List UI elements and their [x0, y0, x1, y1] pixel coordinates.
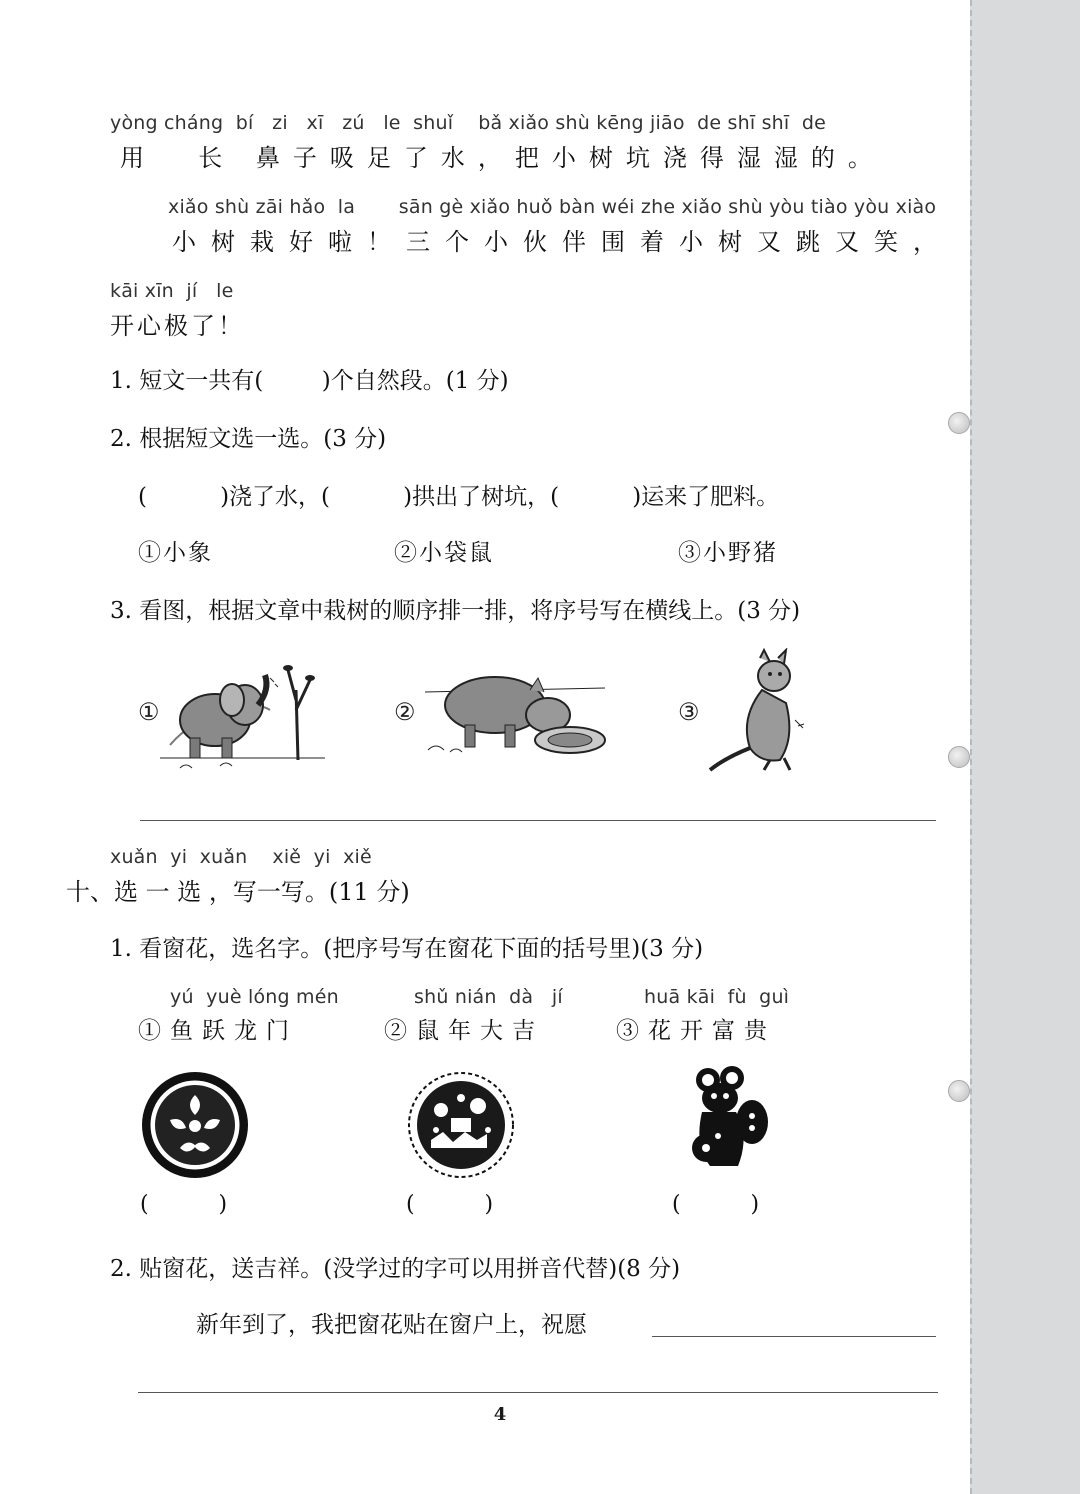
- peony-papercut-image: [140, 1070, 250, 1180]
- section-10-question-1: 1. 看窗花，选名字。(把序号写在窗花下面的括号里)(3 分): [110, 936, 704, 962]
- elephant-watering-tree-illustration: [160, 650, 330, 770]
- binding-hole: [948, 746, 970, 768]
- pic-label-3: ③: [678, 698, 700, 726]
- question-2-blanks: ( )浇了水，( )拱出了树坑，( )运来了肥料。: [138, 484, 780, 510]
- question-1: 1. 短文一共有( )个自然段。(1 分): [110, 368, 509, 394]
- pic-label-1: ①: [138, 698, 160, 726]
- passage-line-1: 用 长 鼻子吸足了水，把小树坑浇得湿湿的。: [120, 144, 885, 172]
- kangaroo-illustration: [700, 648, 820, 776]
- boar-digging-pit-illustration: [420, 660, 610, 760]
- pinyin-line-3: kāi xīn jí le: [110, 280, 234, 302]
- question-2: 2. 根据短文选一选。(3 分): [110, 426, 387, 452]
- option-1-pinyin: yú yuè lóng mén: [170, 986, 339, 1008]
- option-2-pinyin: shǔ nián dà jí: [414, 986, 563, 1008]
- option-3-pinyin: huā kāi fù guì: [644, 986, 790, 1008]
- section-10-question-2: 2. 贴窗花，送吉祥。(没学过的字可以用拼音代替)(8 分): [110, 1256, 681, 1282]
- pinyin-line-2: xiǎo shù zāi hǎo la sān gè xiǎo huǒ bàn wéi zhe xiǎo shù yòu tiào yòu xiào: [168, 196, 937, 218]
- passage-line-3: 开心极了！: [110, 312, 245, 340]
- option-1-name: ①鱼跃龙门: [138, 1018, 298, 1044]
- answer-paren-1[interactable]: ( ): [140, 1192, 228, 1217]
- mouse-papercut-image: [688, 1066, 774, 1178]
- option-2-name: ②鼠年大吉: [384, 1018, 544, 1044]
- option-3: ③小野猪: [678, 540, 778, 566]
- answer-paren-2[interactable]: ( ): [406, 1192, 494, 1217]
- passage-line-2: 小树栽好啦！三个小伙伴围着小树又跳又笑，: [172, 228, 952, 256]
- section-10-pinyin: xuǎn yi xuǎn xiě yi xiě: [110, 846, 372, 868]
- page-margin-sidebar: [970, 0, 1080, 1494]
- binding-hole: [948, 412, 970, 434]
- question-3: 3. 看图，根据文章中栽树的顺序排一排，将序号写在横线上。(3 分): [110, 598, 801, 624]
- writing-line[interactable]: [652, 1336, 936, 1337]
- section-10-title: 十、选 一 选 ，写一写。(11 分): [66, 878, 410, 906]
- answer-line: [140, 820, 936, 821]
- pinyin-line-1: yòng cháng bí zi xī zú le shuǐ bǎ xiǎo shù kēng jiāo de shī shī de: [110, 112, 827, 134]
- answer-paren-3[interactable]: ( ): [672, 1192, 760, 1217]
- footer-rule: [138, 1392, 938, 1393]
- option-3-name: ③花开富贵: [616, 1018, 776, 1044]
- dragon-gate-papercut-image: [406, 1070, 516, 1180]
- option-1: ①小象: [138, 540, 213, 566]
- binding-hole: [948, 1080, 970, 1102]
- section-10-q2-sentence: 新年到了，我把窗花贴在窗户上，祝愿: [196, 1312, 587, 1338]
- pic-label-2: ②: [394, 698, 416, 726]
- page-number: 4: [493, 1404, 507, 1425]
- option-2: ②小袋鼠: [394, 540, 494, 566]
